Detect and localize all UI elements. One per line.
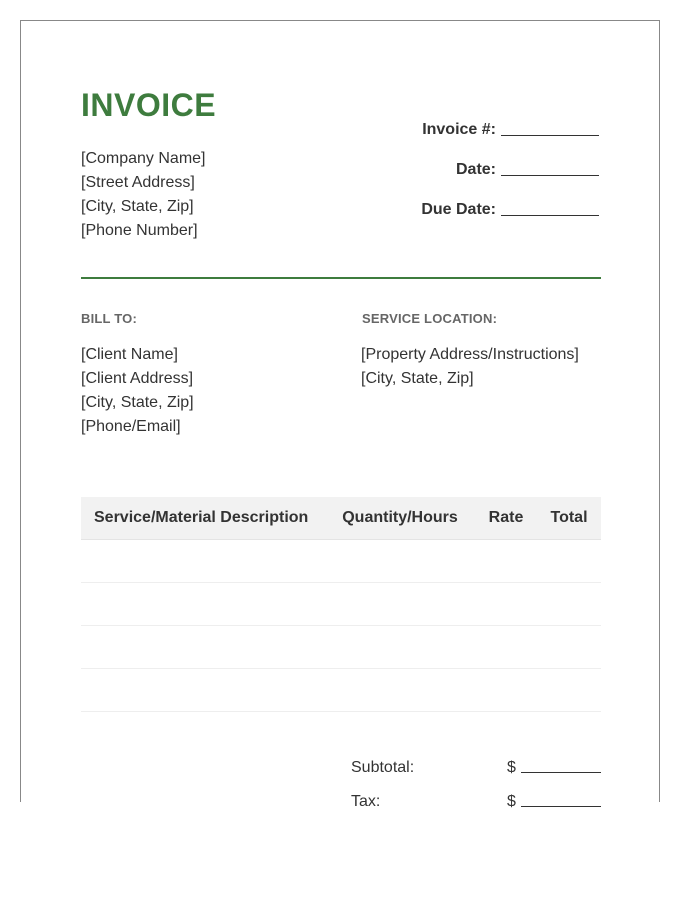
- subtotal-row: [351, 743, 601, 777]
- due-date-field[interactable]: [501, 214, 599, 216]
- column-header-rate: Rate: [488, 509, 524, 526]
- tax-label: Tax:: [351, 793, 381, 810]
- subtotal-currency: $: [507, 759, 516, 776]
- client-name: [Client Name]: [81, 346, 178, 363]
- table-row[interactable]: [81, 540, 601, 583]
- company-info: [81, 147, 206, 243]
- date-field[interactable]: [501, 174, 599, 176]
- due-date-label: Due Date:: [421, 201, 496, 218]
- totals-section: [351, 743, 601, 811]
- service-location-block: [361, 343, 579, 391]
- table-row[interactable]: [81, 626, 601, 669]
- bill-to-block: [81, 343, 194, 439]
- invoice-meta: [319, 99, 599, 219]
- due-date-row: [319, 179, 599, 219]
- client-city: [City, State, Zip]: [81, 394, 194, 411]
- invoice-number-label: Invoice #:: [422, 121, 496, 138]
- table-row[interactable]: [81, 669, 601, 712]
- invoice-title: INVOICE: [81, 87, 217, 123]
- company-name: [Company Name]: [81, 150, 206, 167]
- tax-row: [351, 777, 601, 811]
- subtotal-label: Subtotal:: [351, 759, 415, 776]
- client-address: [Client Address]: [81, 370, 194, 387]
- date-label: Date:: [455, 161, 496, 178]
- table-row[interactable]: [81, 583, 601, 626]
- invoice-number-field[interactable]: [501, 134, 599, 136]
- column-header-description: Service/Material Description: [94, 509, 309, 526]
- bill-to-label: BILL TO:: [81, 311, 138, 326]
- company-street: [Street Address]: [81, 174, 195, 191]
- column-header-quantity: Quantity/Hours: [342, 509, 458, 526]
- company-city: [City, State, Zip]: [81, 198, 194, 215]
- tax-currency: $: [507, 793, 516, 810]
- invoice-number-row: [319, 99, 599, 139]
- invoice-page: [20, 20, 660, 810]
- company-phone: [Phone Number]: [81, 222, 198, 239]
- client-contact: [Phone/Email]: [81, 418, 181, 435]
- column-header-total: Total: [550, 509, 588, 526]
- tax-field[interactable]: [521, 805, 601, 807]
- property-city: [City, State, Zip]: [361, 370, 474, 387]
- table-header: [81, 497, 601, 540]
- subtotal-field[interactable]: [521, 771, 601, 773]
- property-address: [Property Address/Instructions]: [361, 346, 579, 363]
- service-location-label: SERVICE LOCATION:: [362, 311, 498, 326]
- header-divider: [81, 277, 601, 279]
- date-row: [319, 139, 599, 179]
- line-items-table: [81, 497, 601, 712]
